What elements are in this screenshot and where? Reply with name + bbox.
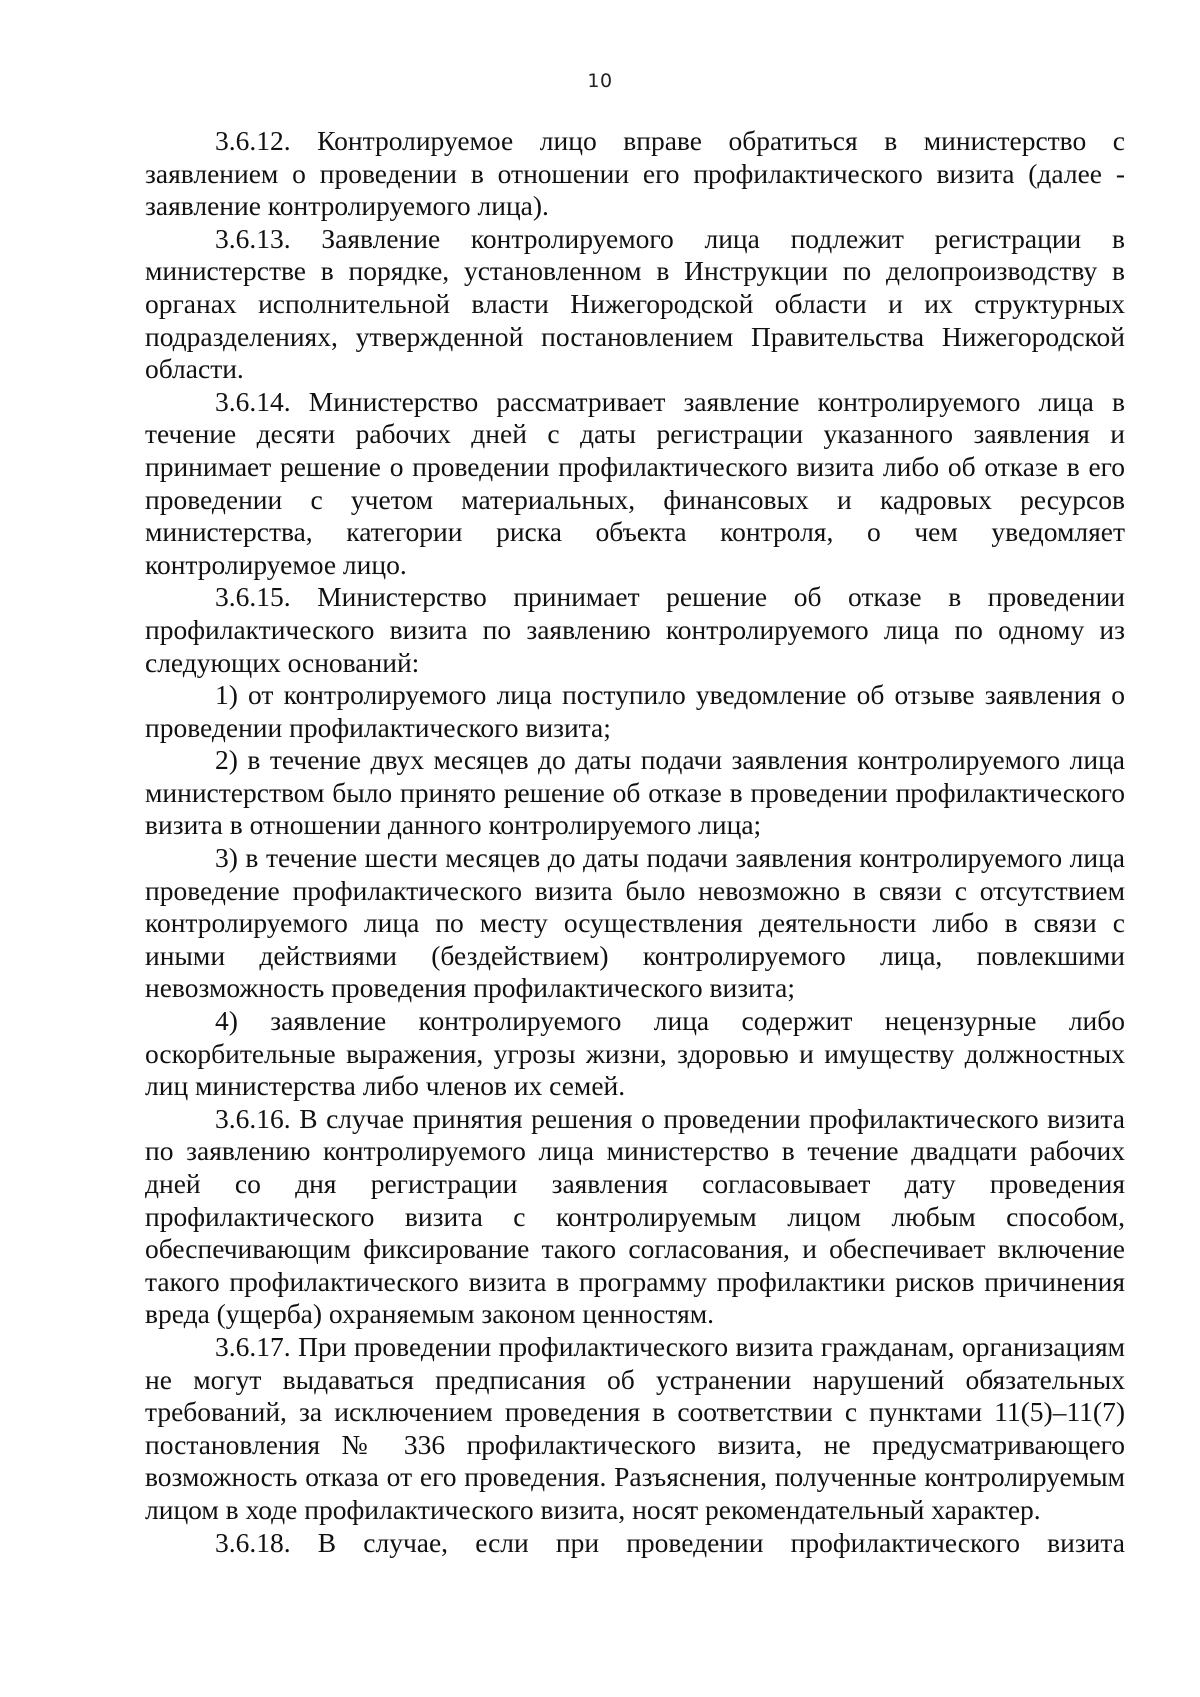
paragraph-3-6-12: 3.6.12. Контролируемое лицо вправе обратиться в министерство с заявлением о проведении в отношении его профилактического визита (далее - заявление контролируемого лица). bbox=[145, 125, 1125, 222]
list-item-1: 1) от контролируемого лица поступило уведомление об отзыве заявления о проведении профилактического визита; bbox=[145, 679, 1125, 743]
list-item-3: 3) в течение шести месяцев до даты подачи заявления контролируемого лица проведение профилактического визита было невозможно в связи с отсутствием контролируемого лица по месту осуществления деятельности либо в связи с иными действиями (бездействием) контролируемого лица, повлекшими невозможность проведения профилактического визита; bbox=[145, 842, 1125, 1004]
list-item-2: 2) в течение двух месяцев до даты подачи заявления контролируемого лица министерством было принято решение об отказе в проведении профилактического визита в отношении данного контролируемого лица; bbox=[145, 744, 1125, 841]
paragraph-3-6-18: 3.6.18. В случае, если при проведении профилактического визита bbox=[215, 1526, 1125, 1558]
paragraph-3-6-14: 3.6.14. Министерство рассматривает заявление контролируемого лица в течение десяти рабочих дней с даты регистрации указанного заявления и принимает решение о проведении профилактического визита либо об отказе в его проведении с учетом материальных, финансовых и кадровых ресурсов министерства, категории риска объекта контроля, о чем уведомляет контролируемое лицо. bbox=[145, 385, 1125, 580]
document-body bbox=[145, 125, 1125, 1559]
paragraph-3-6-17: 3.6.17. При проведении профилактического визита гражданам, организациям не могут выдаваться предписания об устранении нарушений обязательных требований, за исключением проведения в соответствии с пунктами 11(5)–11(7) постановления № 336 профилактического визита, не предусматривающего возможность отказа от его проведения. Разъяснения, полученные контролируемым лицом в ходе профилактического визита, носят рекомендательный характер. bbox=[145, 1330, 1125, 1525]
paragraph-3-6-15: 3.6.15. Министерство принимает решение об отказе в проведении профилактического визита по заявлению контролируемого лица по одному из следующих оснований: bbox=[145, 581, 1125, 678]
paragraph-3-6-16: 3.6.16. В случае принятия решения о проведении профилактического визита по заявлению контролируемого лица министерство в течение двадцати рабочих дней со дня регистрации заявления согласовывает дату проведения профилактического визита с контролируемым лицом любым способом, обеспечивающим фиксирование такого согласования, и обеспечивает включение такого профилактического визита в программу профилактики рисков причинения вреда (ущерба) охраняемым законом ценностям. bbox=[145, 1102, 1125, 1330]
list-item-4: 4) заявление контролируемого лица содержит нецензурные либо оскорбительные выражения, угрозы жизни, здоровью и имуществу должностных лиц министерства либо членов их семей. bbox=[145, 1005, 1125, 1102]
page-number: 10 bbox=[587, 70, 613, 92]
paragraph-3-6-13: 3.6.13. Заявление контролируемого лица подлежит регистрации в министерстве в порядке, установленном в Инструкции по делопроизводству в органах исполнительной власти Нижегородской области и их структурных подразделениях, утвержденной постановлением Правительства Нижегородской области. bbox=[145, 222, 1125, 385]
